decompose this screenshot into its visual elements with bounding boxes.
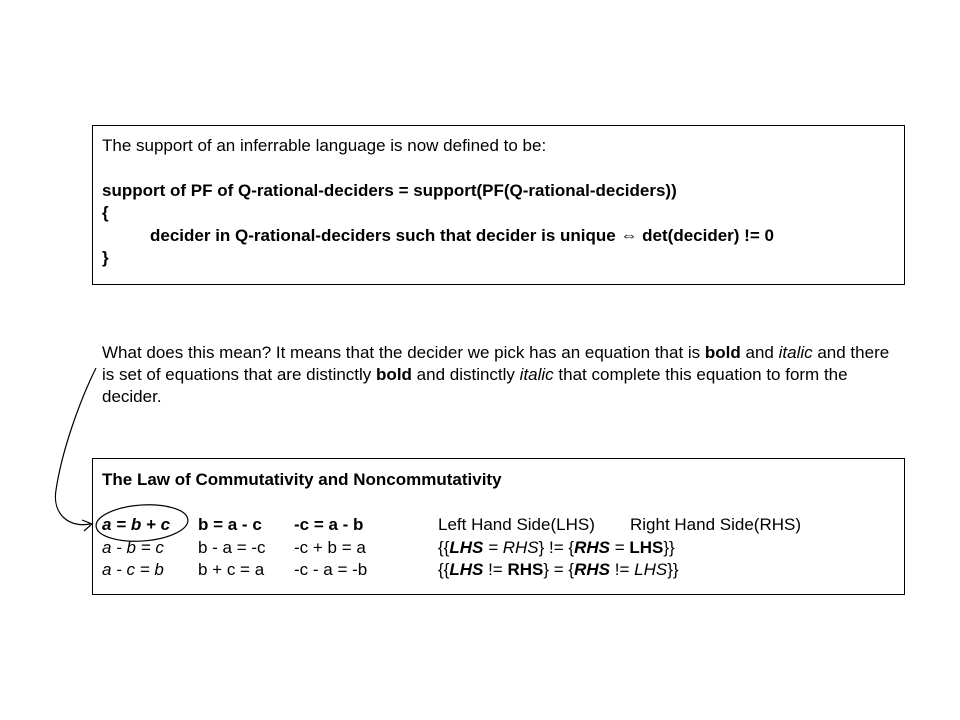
- equation-r2c1: a - b = c: [102, 538, 164, 557]
- paragraph-italic-word: italic: [778, 343, 813, 362]
- arrow-annotation-line: [55, 368, 96, 525]
- arrow-annotation-head: [82, 520, 92, 531]
- paragraph-text: and distinctly: [411, 365, 520, 384]
- equation-r1c3: -c = a - b: [294, 515, 364, 534]
- paragraph-bold-word: bold: [704, 343, 741, 362]
- close-brace: }: [102, 248, 109, 267]
- lhs-header: Left Hand Side(LHS): [438, 515, 595, 534]
- circle-annotation: [95, 502, 189, 544]
- rhs-header: Right Hand Side(RHS): [630, 515, 802, 534]
- paragraph-italic-word: italic: [519, 365, 554, 384]
- equation-r3c2: b + c = a: [198, 560, 265, 579]
- paragraph-text: that complete this equation to form the decider.: [102, 365, 848, 406]
- definition-statement: support of PF of Q-rational-deciders = support(PF(Q-rational-deciders)): [102, 181, 677, 200]
- equation-r3c1: a - c = b: [102, 560, 164, 579]
- equation-r2c2: b - a = -c: [198, 538, 266, 557]
- equation-r3c3: -c - a = -b: [294, 560, 368, 579]
- equation-r2c3: -c + b = a: [294, 538, 366, 557]
- definition-body: decider in Q-rational-deciders such that decider is unique ⇔ det(decider) != 0: [150, 226, 774, 245]
- paragraph-text: and: [740, 343, 779, 362]
- commutativity-title: The Law of Commutativity and Noncommutativity: [102, 470, 502, 489]
- relation-expression-2: {{LHS = RHS} != {RHS = LHS}}: [438, 538, 675, 557]
- equation-r1c2: b = a - c: [198, 515, 262, 534]
- paragraph-bold-word: bold: [376, 365, 412, 384]
- paragraph-text: What does this mean? It means that the decider we pick has an equation that is: [102, 343, 705, 362]
- relation-expression-3: {{LHS != RHS} = {RHS != LHS}}: [438, 560, 679, 579]
- equation-r1c1: a = b + c: [102, 515, 171, 534]
- open-brace: {: [102, 203, 109, 222]
- paragraph-text: and there is set of equations that are distinctly: [102, 343, 890, 384]
- definition-intro: The support of an inferrable language is now defined to be:: [102, 136, 547, 155]
